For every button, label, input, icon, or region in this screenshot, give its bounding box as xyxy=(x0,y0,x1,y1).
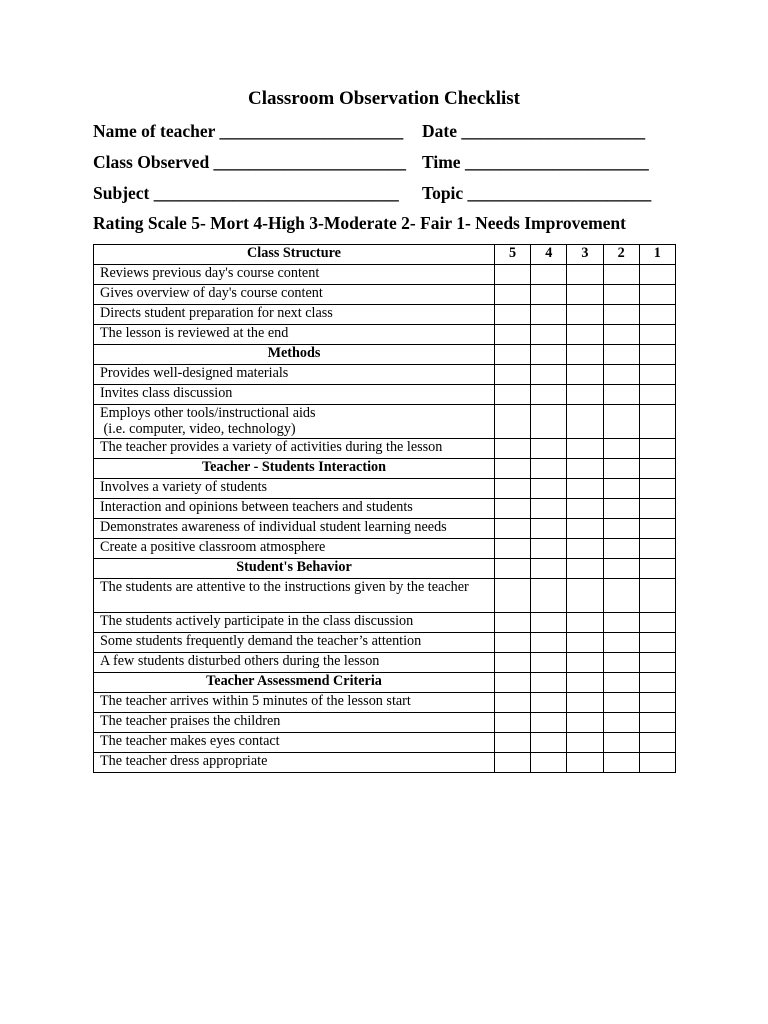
rating-cell[interactable] xyxy=(603,579,639,613)
rating-cell[interactable] xyxy=(603,559,639,579)
table-row xyxy=(94,733,676,753)
rating-cell[interactable] xyxy=(603,265,639,285)
table-row xyxy=(94,305,676,325)
rating-cell[interactable] xyxy=(639,325,675,345)
rating-cell[interactable] xyxy=(603,385,639,405)
rating-cell[interactable] xyxy=(567,305,603,325)
rating-cell[interactable] xyxy=(567,519,603,539)
table-row xyxy=(94,365,676,385)
rating-cell[interactable] xyxy=(639,559,675,579)
rating-cell[interactable] xyxy=(639,479,675,499)
rating-cell[interactable] xyxy=(567,693,603,713)
rating-cell[interactable] xyxy=(495,613,531,633)
criterion-label: Involves a variety of students xyxy=(94,479,495,499)
rating-cell[interactable] xyxy=(603,459,639,479)
rating-cell[interactable] xyxy=(603,365,639,385)
rating-cell[interactable] xyxy=(495,325,531,345)
criterion-label: Demonstrates awareness of individual student learning needs xyxy=(94,519,495,539)
criterion-label: A few students disturbed others during the lesson xyxy=(94,653,495,673)
criterion-label: Interaction and opinions between teachers and students xyxy=(94,499,495,519)
table-row xyxy=(94,439,676,459)
rating-cell[interactable] xyxy=(495,405,531,439)
rating-cell[interactable] xyxy=(567,613,603,633)
rating-scale: Rating Scale 5- Mort 4-High 3-Moderate 2- Fair 1- Needs Improvement xyxy=(93,213,626,233)
rating-cell[interactable] xyxy=(495,479,531,499)
rating-cell[interactable] xyxy=(639,539,675,559)
rating-cell[interactable] xyxy=(531,265,567,285)
rating-cell[interactable] xyxy=(567,405,603,439)
rating-cell[interactable] xyxy=(603,613,639,633)
field-row-class-time xyxy=(93,152,693,176)
rating-cell[interactable] xyxy=(495,673,531,693)
table-row xyxy=(94,753,676,773)
criterion-label: The students are attentive to the instructions given by the teacher xyxy=(94,579,495,613)
rating-cell[interactable] xyxy=(567,385,603,405)
rating-cell[interactable] xyxy=(567,579,603,613)
rating-cell[interactable] xyxy=(531,439,567,459)
rating-cell[interactable] xyxy=(567,539,603,559)
rating-cell[interactable] xyxy=(639,499,675,519)
rating-cell[interactable] xyxy=(639,439,675,459)
rating-cell[interactable] xyxy=(531,613,567,633)
rating-cell[interactable] xyxy=(495,345,531,365)
rating-cell[interactable] xyxy=(639,365,675,385)
rating-cell[interactable] xyxy=(531,693,567,713)
rating-cell[interactable] xyxy=(531,325,567,345)
rating-cell[interactable] xyxy=(495,459,531,479)
criterion-label: Invites class discussion xyxy=(94,385,495,405)
table-row xyxy=(94,633,676,653)
table-row xyxy=(94,405,676,439)
topic-field[interactable]: Topic _____________________ xyxy=(422,183,652,203)
table-row xyxy=(94,519,676,539)
rating-cell[interactable] xyxy=(495,633,531,653)
observation-checklist-table xyxy=(93,244,676,773)
rating-cell[interactable] xyxy=(639,265,675,285)
section-header-row xyxy=(94,459,676,479)
rating-cell[interactable] xyxy=(603,753,639,773)
rating-cell[interactable] xyxy=(603,285,639,305)
rating-cell[interactable] xyxy=(639,733,675,753)
rating-cell[interactable] xyxy=(495,539,531,559)
criterion-label: The teacher praises the children xyxy=(94,713,495,733)
rating-cell[interactable] xyxy=(639,633,675,653)
rating-cell[interactable] xyxy=(567,753,603,773)
rating-cell[interactable] xyxy=(531,385,567,405)
rating-cell[interactable] xyxy=(639,753,675,773)
rating-cell[interactable] xyxy=(603,499,639,519)
rating-cell[interactable] xyxy=(567,499,603,519)
rating-cell[interactable] xyxy=(603,405,639,439)
rating-cell[interactable] xyxy=(639,653,675,673)
rating-cell[interactable] xyxy=(639,385,675,405)
table-row xyxy=(94,325,676,345)
criterion-label: Employs other tools/instructional aids (i.e. computer, video, technology) xyxy=(94,405,495,439)
table-row xyxy=(94,653,676,673)
rating-cell[interactable] xyxy=(495,559,531,579)
rating-cell[interactable] xyxy=(639,693,675,713)
table-row xyxy=(94,579,676,613)
rating-column-header: 4 xyxy=(531,245,567,265)
rating-cell[interactable] xyxy=(603,539,639,559)
rating-cell[interactable] xyxy=(531,539,567,559)
criterion-label: The lesson is reviewed at the end xyxy=(94,325,495,345)
rating-cell[interactable] xyxy=(603,345,639,365)
rating-cell[interactable] xyxy=(495,285,531,305)
rating-cell[interactable] xyxy=(531,345,567,365)
rating-cell[interactable] xyxy=(531,633,567,653)
rating-cell[interactable] xyxy=(531,653,567,673)
table-row xyxy=(94,479,676,499)
rating-cell[interactable] xyxy=(603,325,639,345)
rating-cell[interactable] xyxy=(567,285,603,305)
section-header-row xyxy=(94,673,676,693)
rating-cell[interactable] xyxy=(531,733,567,753)
section-header-row xyxy=(94,559,676,579)
rating-cell[interactable] xyxy=(495,713,531,733)
time-field[interactable]: Time _____________________ xyxy=(422,152,649,172)
rating-cell[interactable] xyxy=(495,365,531,385)
rating-cell[interactable] xyxy=(639,459,675,479)
rating-column-header: 1 xyxy=(639,245,675,265)
rating-cell[interactable] xyxy=(639,713,675,733)
criterion-label: Some students frequently demand the teacher’s attention xyxy=(94,633,495,653)
section-heading: Student's Behavior xyxy=(94,559,495,579)
rating-cell[interactable] xyxy=(567,439,603,459)
criterion-label: Gives overview of day's course content xyxy=(94,285,495,305)
rating-cell[interactable] xyxy=(603,733,639,753)
rating-cell[interactable] xyxy=(495,753,531,773)
rating-cell[interactable] xyxy=(531,673,567,693)
criterion-label: Directs student preparation for next class xyxy=(94,305,495,325)
table-row xyxy=(94,613,676,633)
rating-cell[interactable] xyxy=(639,305,675,325)
rating-cell[interactable] xyxy=(495,733,531,753)
rating-cell[interactable] xyxy=(567,733,603,753)
rating-column-header: 2 xyxy=(603,245,639,265)
rating-cell[interactable] xyxy=(567,653,603,673)
section-header-row xyxy=(94,245,676,265)
field-row-teacher-date xyxy=(93,121,693,145)
name-of-teacher-field[interactable]: Name of teacher _____________________ xyxy=(93,121,404,141)
rating-cell[interactable] xyxy=(567,459,603,479)
criterion-label: The teacher makes eyes contact xyxy=(94,733,495,753)
rating-cell[interactable] xyxy=(531,559,567,579)
rating-column-header: 3 xyxy=(567,245,603,265)
rating-cell[interactable] xyxy=(639,285,675,305)
page-title: Classroom Observation Checklist xyxy=(248,88,520,109)
criterion-label: Reviews previous day's course content xyxy=(94,265,495,285)
rating-cell[interactable] xyxy=(639,405,675,439)
rating-cell[interactable] xyxy=(603,439,639,459)
criterion-label: The teacher arrives within 5 minutes of the lesson start xyxy=(94,693,495,713)
rating-cell[interactable] xyxy=(531,579,567,613)
rating-cell[interactable] xyxy=(495,385,531,405)
criterion-label: Provides well-designed materials xyxy=(94,365,495,385)
rating-cell[interactable] xyxy=(567,559,603,579)
table-row xyxy=(94,693,676,713)
rating-cell[interactable] xyxy=(495,265,531,285)
rating-cell[interactable] xyxy=(639,673,675,693)
rating-cell[interactable] xyxy=(603,693,639,713)
rating-cell[interactable] xyxy=(531,365,567,385)
rating-cell[interactable] xyxy=(531,405,567,439)
rating-cell[interactable] xyxy=(603,519,639,539)
rating-column-header: 5 xyxy=(495,245,531,265)
rating-cell[interactable] xyxy=(495,579,531,613)
rating-cell[interactable] xyxy=(603,713,639,733)
rating-cell[interactable] xyxy=(567,479,603,499)
section-header-row xyxy=(94,345,676,365)
criterion-label: The teacher provides a variety of activities during the lesson xyxy=(94,439,495,459)
rating-cell[interactable] xyxy=(567,673,603,693)
rating-cell[interactable] xyxy=(639,345,675,365)
table-row xyxy=(94,713,676,733)
rating-cell[interactable] xyxy=(531,499,567,519)
subject-field[interactable]: Subject ____________________________ xyxy=(93,183,399,203)
rating-cell[interactable] xyxy=(639,613,675,633)
rating-cell[interactable] xyxy=(531,305,567,325)
rating-cell[interactable] xyxy=(531,285,567,305)
rating-cell[interactable] xyxy=(603,633,639,653)
rating-cell[interactable] xyxy=(495,499,531,519)
section-heading: Teacher Assessmend Criteria xyxy=(94,673,495,693)
rating-cell[interactable] xyxy=(531,479,567,499)
class-observed-field[interactable]: Class Observed ______________________ xyxy=(93,152,407,172)
rating-cell[interactable] xyxy=(567,365,603,385)
rating-cell[interactable] xyxy=(603,673,639,693)
rating-cell[interactable] xyxy=(603,479,639,499)
rating-cell[interactable] xyxy=(639,519,675,539)
rating-cell[interactable] xyxy=(495,439,531,459)
rating-cell[interactable] xyxy=(567,265,603,285)
table-row xyxy=(94,499,676,519)
rating-cell[interactable] xyxy=(567,325,603,345)
rating-cell[interactable] xyxy=(531,519,567,539)
rating-cell[interactable] xyxy=(567,345,603,365)
criterion-label: The students actively participate in the class discussion xyxy=(94,613,495,633)
rating-cell[interactable] xyxy=(495,653,531,673)
table-row xyxy=(94,539,676,559)
section-heading: Teacher - Students Interaction xyxy=(94,459,495,479)
table-row xyxy=(94,285,676,305)
table-row xyxy=(94,385,676,405)
rating-cell[interactable] xyxy=(495,305,531,325)
rating-cell[interactable] xyxy=(567,633,603,653)
section-heading: Methods xyxy=(94,345,495,365)
rating-cell[interactable] xyxy=(531,459,567,479)
rating-cell[interactable] xyxy=(603,305,639,325)
criterion-label: The teacher dress appropriate xyxy=(94,753,495,773)
field-row-subject-topic xyxy=(93,183,693,207)
rating-cell[interactable] xyxy=(495,519,531,539)
rating-cell[interactable] xyxy=(531,713,567,733)
criterion-label: Create a positive classroom atmosphere xyxy=(94,539,495,559)
rating-cell[interactable] xyxy=(531,753,567,773)
rating-cell[interactable] xyxy=(567,713,603,733)
rating-cell[interactable] xyxy=(639,579,675,613)
rating-cell[interactable] xyxy=(495,693,531,713)
rating-cell[interactable] xyxy=(603,653,639,673)
date-field[interactable]: Date _____________________ xyxy=(422,121,646,141)
section-heading: Class Structure xyxy=(94,245,495,265)
table-row xyxy=(94,265,676,285)
